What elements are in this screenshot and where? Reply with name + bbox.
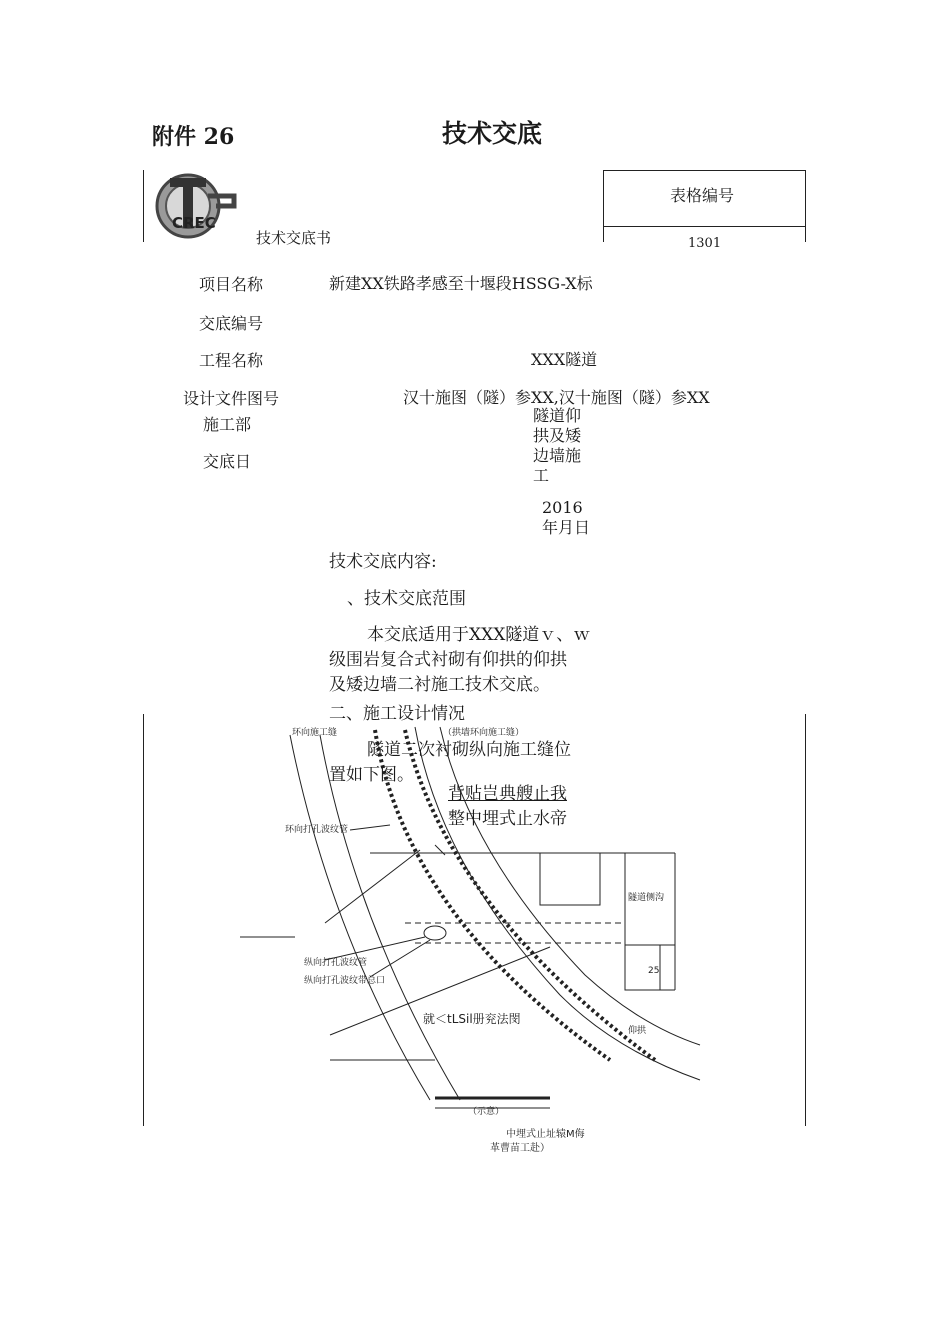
caption-line1: 中埋式止址辕M侮 — [506, 1129, 585, 1140]
attachment-label: 附件 26 — [152, 124, 235, 150]
section1-line: 级围岩复合式衬砌有仰拱的仰拱 — [329, 650, 567, 670]
project-name-label: 项目名称 — [199, 275, 264, 294]
label-schematic: （示意） — [468, 1107, 505, 1117]
content-heading: 技术交底内容: — [329, 552, 437, 572]
section1-line: 本交底适用于XXX隧道ｖ、ｗ — [367, 625, 591, 645]
section2-body — [329, 738, 604, 788]
label-ring-joint: 环向施工缝 — [292, 728, 338, 738]
section1-line: 及矮边墙二衬施工技术交底。 — [329, 675, 550, 695]
section2-line: 隧道二次衬砌纵向施工缝位 — [367, 740, 571, 760]
crec-logo — [150, 170, 240, 242]
table-number-label: 表格编号 — [670, 186, 735, 205]
disclosure-date-label: 交底日 — [203, 452, 252, 471]
form-subtitle: 技术交底书 — [256, 229, 332, 247]
label-dimension: 25 — [648, 966, 660, 976]
waterstop-overlay-text — [448, 782, 567, 832]
disclosure-no-label: 交底编号 — [199, 314, 264, 333]
date-year: 2016 — [542, 498, 583, 517]
drawing-frame-right — [805, 714, 806, 1126]
construction-part-value — [533, 406, 581, 486]
project-name-value: 新建XX铁路孝感至十堰段HSSG-X标 — [329, 274, 593, 293]
frame-inner-rule — [603, 226, 806, 227]
construction-part-line: 拱及矮 — [533, 426, 582, 445]
construction-part-line: 隧道仰 — [533, 406, 582, 425]
frame-left-top — [143, 170, 144, 242]
label-long-pipe: 纵向打孔波纹管 — [304, 958, 368, 968]
date-text: 年月日 — [542, 518, 591, 537]
construction-dept-label: 施工部 — [203, 415, 252, 434]
design-drawing-value: 汉十施图（隧）参XX,汉十施图（隧）参XX — [403, 388, 710, 407]
frame-right-top — [805, 170, 806, 242]
construction-part-line: 边墙施 — [533, 446, 582, 465]
caption-line2: 革曹苗工赴） — [490, 1143, 550, 1154]
label-inverted-arch: 仰拱 — [628, 1026, 647, 1036]
frame-top-right-rule — [603, 170, 806, 171]
page-title: 技术交底 — [442, 119, 543, 148]
frame-mid-top — [603, 170, 604, 242]
disclosure-date-value — [542, 498, 590, 538]
work-name-value: XXX隧道 — [531, 350, 598, 369]
section1-body — [329, 623, 604, 698]
svg-text:CREC: CREC — [172, 214, 216, 232]
label-long-pipe-end: 纵向打孔波纹带总口 — [304, 976, 386, 986]
drawing-frame-left — [143, 714, 144, 1126]
design-drawing-label: 设计文件图号 — [183, 389, 280, 408]
section2-title: 二、施工设计情况 — [329, 704, 465, 724]
overlay-line: 整中埋式止水帝 — [448, 809, 567, 829]
table-number-value: 1301 — [688, 236, 722, 251]
label-ring-pipe: 环向打孔波纹管 — [285, 825, 349, 835]
label-ditch: 隧道侧沟 — [628, 893, 665, 903]
section2-line: 置如下图。 — [329, 765, 414, 785]
label-center: 就＜tLSil册兖法閔 — [423, 1012, 521, 1026]
section1-title: 、技术交底范围 — [347, 589, 466, 609]
label-arch-joint: （拱墙环向施工缝） — [443, 728, 525, 738]
construction-part-line: 工 — [533, 466, 550, 485]
work-name-label: 工程名称 — [199, 351, 264, 370]
overlay-line: 背贴岂典艘止我 — [448, 784, 567, 804]
